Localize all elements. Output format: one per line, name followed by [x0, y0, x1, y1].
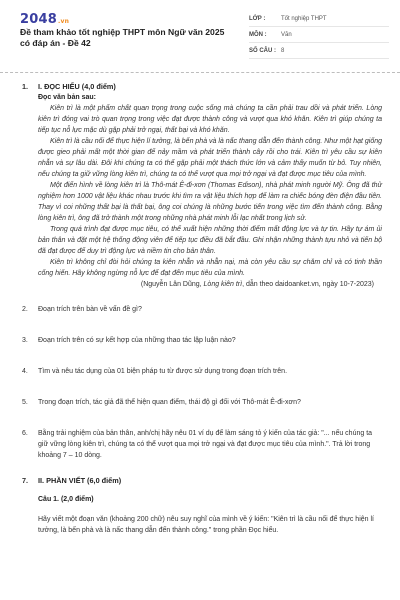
question-number: 5.: [22, 399, 28, 406]
task-heading: Câu 1. (2,0 điểm): [38, 496, 94, 503]
meta-value: 8: [281, 47, 285, 54]
source-ref: , dẫn theo daidoanket.vn, ngày 10-7-2023): [242, 281, 374, 288]
meta-value: Văn: [281, 31, 292, 38]
section-title: I. ĐỌC HIỂU (4,0 điểm): [38, 82, 116, 91]
passage-paragraph: Kiên trì là một phẩm chất quan trọng trong cuộc sống mà chúng ta cần phải trau dồi và phát triển. Lòng kiên trì đóng vai trò quan trọng trong việc đạt được thành công và vượt qua khó khăn. Kiên trì giúp chúng ta tiếp tục nỗ lực mặc dù gặp phải trở ngại, thất bại và khó khăn.: [38, 105, 382, 134]
question-text: Đoạn trích trên có sự kết hợp của những thao tác lập luận nào?: [38, 337, 236, 344]
question-number: 3.: [22, 337, 28, 344]
question-text: Bằng trải nghiệm của bản thân, anh/chị hãy nêu 01 ví dụ để làm sáng tỏ ý kiến của tác giả: "... nếu chúng ta giữ vững lòng kiên trì, chúng ta có thể vượt qua mọi trở ngại và đạt được mục tiêu của mình.". Trả lời trong khoảng 7 – 10 dòng.: [38, 430, 373, 459]
question-1: [22, 81, 382, 290]
passage-paragraph: Kiên trì là cầu nối để thực hiện lí tưởng, là bến phà và là nấc thang dẫn đến thành công. Như một hạt giống được gieo phải mất một thời gian để nảy mầm và phát triển thành cây rồi cho trái. Kiên trì yêu cầu sự kiên nhẫn và sự lâu dài. Đôi khi chúng ta có thể gặp phải một thách thức lớn và cảm thấy muốn từ bỏ. Tuy nhiên, nếu chúng ta giữ vững lòng kiên trì, chúng ta có thể vượt qua mọi trở ngại và đạt được mục tiêu của mình.: [38, 138, 382, 178]
task-text: Hãy viết một đoạn văn (khoảng 200 chữ) nêu suy nghĩ của mình về ý kiến: "Kiên trì là cầu nối để thực hiện lí tưởng, là bến phà và là nấc thang dẫn đến thành công." trong phần Đọc hiểu.: [38, 516, 374, 534]
question-text: Đoạn trích trên bàn về vấn đề gì?: [38, 306, 142, 313]
meta-key: MÔN :: [249, 31, 267, 38]
question-text: Tìm và nêu tác dụng của 01 biện pháp tu từ được sử dụng trong đoạn trích trên.: [38, 368, 288, 375]
question-text: Trong đoạn trích, tác giả đã thể hiện quan điểm, thái độ gì đối với Thô-mát Ê-đi-xơn?: [38, 399, 301, 406]
section-heading: [22, 81, 382, 92]
passage-source: [38, 279, 374, 290]
question-4: [22, 366, 382, 377]
meta-key: LỚP :: [249, 15, 266, 22]
meta-row-subject: [249, 27, 389, 43]
exam-content: [22, 81, 382, 536]
header-divider: [0, 72, 400, 73]
section-title: II. PHẦN VIẾT (6,0 điểm): [38, 476, 122, 485]
source-author: (Nguyễn Lân Dũng,: [140, 281, 204, 288]
meta-value: Tốt nghiệp THPT: [281, 15, 327, 22]
question-number: 2.: [22, 306, 28, 313]
question-2: [22, 304, 382, 315]
meta-key: SỐ CÂU :: [249, 47, 276, 54]
meta-row-class: [249, 11, 389, 27]
passage-paragraph: Kiên trì không chỉ đòi hỏi chúng ta kiên nhẫn và nhẫn nại, mà còn yêu cầu sự chăm chỉ và có tinh thần cống hiến. Hãy không ngừng nỗ lực để đạt đến mục tiêu của mình.: [38, 259, 382, 277]
section-heading: [22, 475, 382, 486]
site-logo[interactable]: [20, 12, 69, 27]
question-number: 6.: [22, 430, 28, 437]
passage-intro: Đọc văn bản sau:: [38, 94, 96, 101]
question-6: [22, 428, 382, 461]
question-number: 4.: [22, 368, 28, 375]
question-number: 7.: [22, 476, 29, 485]
question-number: 1.: [22, 82, 29, 91]
meta-row-question-count: [249, 43, 389, 59]
document-title: Đề tham khảo tốt nghiệp THPT môn Ngữ văn 2025 có đáp án - Đề 42: [20, 27, 225, 48]
reading-passage: [22, 92, 382, 290]
passage-paragraph: Trong quá trình đạt được mục tiêu, có thể xuất hiện những thời điểm mất động lực và tự tin. Hãy tự ám ủi bản thân và đặt một hệ thống động viên để tiếp tục điều đã bắt đầu. Ghi nhận những thành tựu nhỏ và tiến bộ đã đạt được để duy trì động lực và niềm tin cho bản thân.: [38, 226, 382, 255]
source-title: Lòng kiên trì: [203, 281, 243, 288]
question-7: [22, 475, 382, 536]
question-3: [22, 335, 382, 346]
header: [0, 0, 400, 70]
logo-main: 2048: [20, 12, 57, 27]
writing-task: [22, 494, 382, 536]
passage-paragraph: Một điển hình về lòng kiên trì là Thô-mát Ê-đi-xơn (Thomas Edison), nhà phát minh người Mỹ. Ông đã thử nghiệm hơn 1000 vật liệu khác nhau trước khi tìm ra vật liệu thích hợp để làm ra chiếc bóng đèn điện đầu tiên. Thay vì coi những thất bại là thất bại, ông coi chúng là những bước tiến trong việc tìm đến thành công. Bằng lòng kiên trì, ông đã trở thành một trong những nhà phát minh lỗi lạc nhất trong lịch sử.: [38, 182, 382, 222]
logo-suffix: .vn: [57, 18, 70, 25]
question-5: [22, 397, 382, 408]
meta-info-table: [249, 11, 389, 59]
